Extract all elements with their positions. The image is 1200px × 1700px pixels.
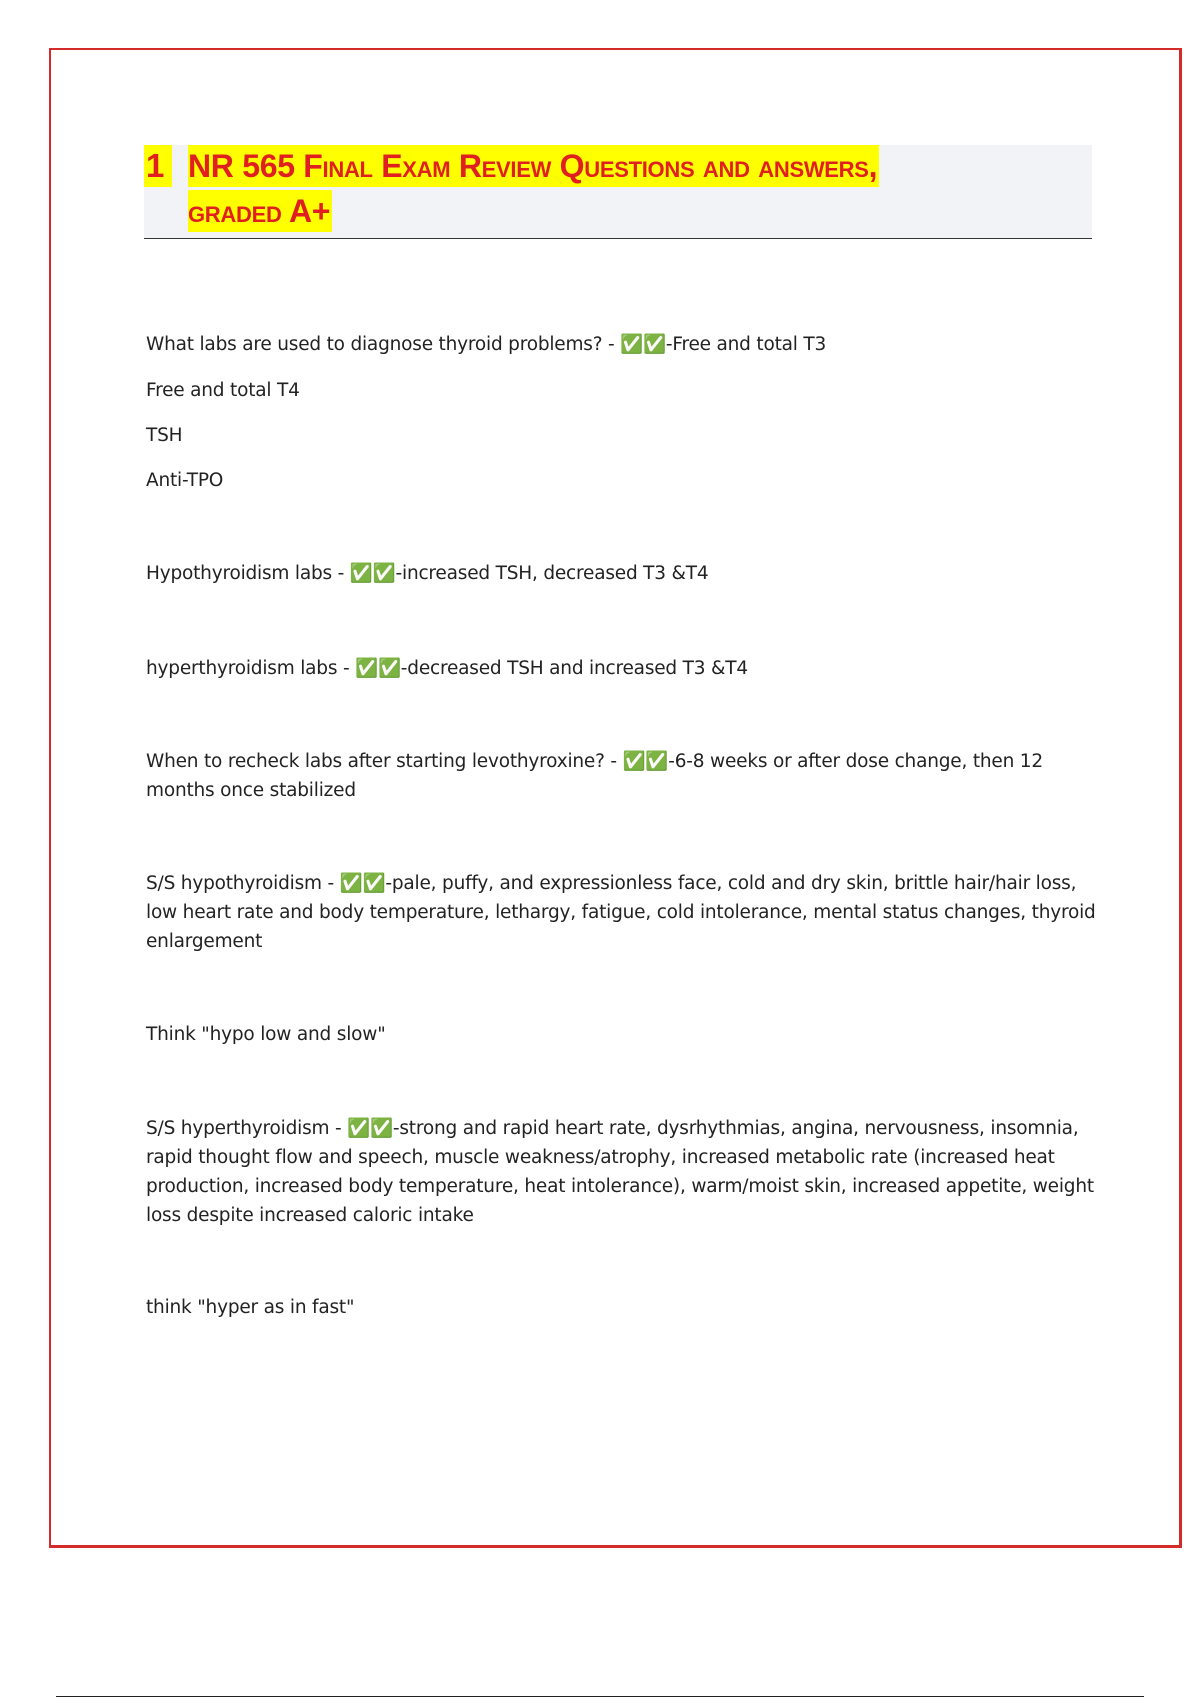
footer-rule [56,1696,1144,1697]
answer-text: Free and total T3 [672,334,827,355]
double-check-icon: ✅✅ [339,873,386,894]
title-line-2: graded A+ [188,190,332,232]
question-text: S/S hyperthyroidism [146,1118,330,1139]
qa-hyperthyroidism-labs: hyperthyroidism labs - ✅✅-decreased TSH and increased T3 &T4 [146,658,748,679]
document-title [144,145,1092,239]
qa-recheck-labs: When to recheck labs after starting levothyroxine? - ✅✅-6-8 weeks or after dose change, then 12 months once stabilized [146,751,1043,801]
answer-text: increased TSH, decreased T3 &T4 [402,563,709,584]
qa-hypothyroidism-labs: Hypothyroidism labs - ✅✅-increased TSH, decreased T3 &T4 [146,563,709,584]
answer-text: strong and rapid heart rate, dysrhythmias, angina, nervousness, insomnia, rapid thought flow and speech, muscle weakness/atrophy, increased metabolic rate (increased heat production, increased body temperature, heat intolerance), warm/moist skin, increased appetite, weight loss despite increased caloric intake [146,1118,1094,1226]
question-text: S/S hypothyroidism [146,873,322,894]
qa-ss-hypothyroidism: S/S hypothyroidism - ✅✅-pale, puffy, and expressionless face, cold and dry skin, brittle hair/hair loss, low heart rate and body temperature, lethargy, fatigue, cold intolerance, mental status changes, thyroid enlargement [146,873,1096,952]
list-item: Free and total T4 [146,380,300,401]
double-check-icon: ✅✅ [622,751,669,772]
title-line-1: NR 565 Final Exam Review Questions and answers, [188,145,879,187]
mnemonic-hyper: think "hyper as in fast" [146,1297,355,1318]
answer-text: 6-8 weeks or after dose change, then 12 months once stabilized [146,751,1043,801]
list-item: Anti-TPO [146,470,224,491]
heading-number: 1 [144,145,172,187]
qa-ss-hyperthyroidism: S/S hyperthyroidism - ✅✅-strong and rapid heart rate, dysrhythmias, angina, nervousness, insomnia, rapid thought flow and speech, muscle weakness/atrophy, increased metabolic rate (increased heat production, increased body temperature, heat intolerance), warm/moist skin, increased appetite, weight loss despite increased caloric intake [146,1118,1094,1226]
document-body [146,330,1096,1322]
question-text: hyperthyroidism labs [146,658,338,679]
double-check-icon: ✅✅ [355,658,401,679]
double-check-icon: ✅✅ [620,334,666,355]
qa-thyroid-labs: What labs are used to diagnose thyroid problems? - ✅✅-Free and total T3 [146,334,827,355]
answer-text: decreased TSH and increased T3 &T4 [407,658,748,679]
question-text: When to recheck labs after starting levothyroxine? [146,751,605,772]
question-text: Hypothyroidism labs [146,563,332,584]
answer-text: pale, puffy, and expressionless face, cold and dry skin, brittle hair/hair loss, low heart rate and body temperature, lethargy, fatigue, cold intolerance, mental status changes, thyroid enlargement [146,873,1096,952]
mnemonic-hypo: Think "hypo low and slow" [146,1024,386,1045]
double-check-icon: ✅✅ [349,563,396,584]
question-text: What labs are used to diagnose thyroid problems? [146,334,603,355]
list-item: TSH [146,425,183,446]
double-check-icon: ✅✅ [347,1118,393,1139]
